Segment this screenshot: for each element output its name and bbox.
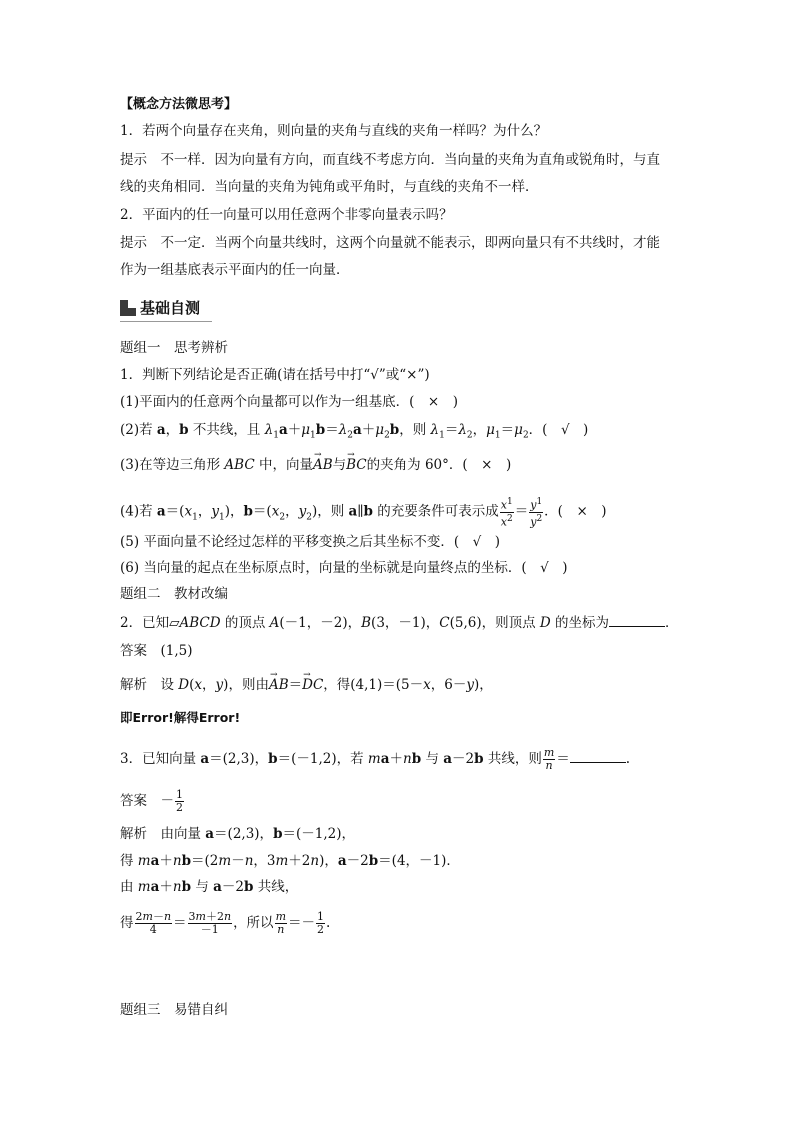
concept-title: 【概念方法微思考】 [120, 97, 238, 112]
section-title: 基础自测 [140, 299, 201, 317]
group2-title: 题组二 教材改编 [120, 586, 228, 602]
concept-question-1: 1．若两个向量存在夹角，则向量的夹角与直线的夹角一样吗？为什么？ [120, 123, 548, 139]
answer-2: 答案 (1,5) [120, 643, 193, 659]
statement-6: (6) 当向量的起点在坐标原点时，向量的坐标就是向量终点的坐标．( √ ) [120, 560, 568, 576]
group1-title: 题组一 思考辨析 [120, 340, 228, 356]
answer-3: 答案 － $\frac{1}{2}$ [120, 788, 183, 814]
answer-blank [570, 750, 626, 763]
concept-answer-1-line1: 提示 不一样．因为向量有方向，而直线不考虑方向．当向量的夹角为直角或锐角时，与直 [120, 152, 660, 168]
answer-label: 答案 [120, 793, 147, 809]
section-square-icon [120, 300, 136, 316]
solution-3-line4: 得 $\frac{2m-n}{4}$ ＝ $\frac{3m+2n}{-1}$ ，所以 $\frac{m}{n}$ ＝－ $\frac{1}{2}$ . [120, 910, 331, 936]
fraction-half-result: $\frac{1}{2}$ [317, 910, 324, 936]
statement-3: (3)在等边三角形 ABC 中，向量→ AB与→ BC的夹角为 60°．( × ) [120, 455, 511, 475]
hint-label: 提示 [120, 235, 147, 251]
question-3: 3．已知向量 a＝(2,3)，b＝(－1,2)，若 ma＋nb 与 a－2b 共线，则 $\frac{m}{n}$ ＝ . [120, 746, 631, 772]
solution-3-line3: 由 ma＋nb 与 a－2b 共线， [120, 879, 299, 895]
fraction-half: $\frac{1}{2}$ [176, 788, 183, 814]
statement-2: (2)若 a，b 不共线，且 $\lambda_1a+\mu_1b=\lambda_2a+\mu_2b$，则 $\lambda_1=\lambda_2$，$\mu_1=\mu_2$．( √ ) [120, 422, 589, 441]
concept-answer-1-line2: 线的夹角相同．当向量的夹角为钝角或平角时，与直线的夹角不一样． [120, 179, 539, 195]
concept-answer-2-line2: 作为一组基底表示平面内的任一向量． [120, 262, 350, 278]
concept-answer-2-line1: 提示 不一定．当两个向量共线时，这两个向量就不能表示，即两向量只有不共线时，才能 [120, 235, 660, 251]
fraction-right: $\frac{3m+2n}{-1}$ [188, 910, 232, 936]
fraction-x: $\frac{x^1}{x^2}$ [500, 497, 513, 529]
solution-label: 解析 [120, 826, 147, 842]
fraction-m-n: $\frac{m}{n}$ [543, 746, 555, 772]
section-heading [120, 297, 208, 319]
fraction-m-n-result: $\frac{m}{n}$ [275, 910, 286, 936]
solution-2: 解析 设 D(x，y)，则由→ AB＝→ DC，得(4,1)＝(5－x，6－y)， [120, 675, 493, 695]
answer-blank [609, 614, 665, 627]
answer-label: 答案 [120, 643, 147, 659]
solution-2-error: 即Error!解得Error! [120, 710, 241, 725]
solution-3-line1: 解析 由向量 a＝(2,3)，b＝(－1,2)， [120, 826, 356, 842]
question-2: 2．已知▱ABCD 的顶点 A(－1，－2)，B(3，－1)，C(5,6)，则顶点 D 的坐标为 ． [120, 615, 679, 631]
solution-label: 解析 [120, 677, 147, 693]
section-underline [120, 321, 212, 322]
fraction-left: $\frac{2m-n}{4}$ [135, 910, 172, 936]
statement-5: (5) 平面向量不论经过怎样的平移变换之后其坐标不变．( √ ) [120, 534, 501, 550]
solution-3-line2: 得 ma＋nb＝(2m－n，3m＋2n)，a－2b＝(4，－1)． [120, 853, 460, 869]
fraction-y: $\frac{y^1}{y^2}$ [530, 497, 543, 529]
statement-4: (4)若 $a=(x_1$，$y_1$)，$b=(x_2$，$y_2$)，则 a∥b 的充要条件可表示成 $\frac{x^1}{x^2}$ ＝ $\frac{y^1}{y^2}$ ．( × ) [120, 497, 607, 529]
hint-label: 提示 [120, 152, 147, 168]
concept-question-2: 2．平面内的任一向量可以用任意两个非零向量表示吗？ [120, 207, 453, 223]
group1-intro: 1．判断下列结论是否正确(请在括号中打“√”或“×”) [120, 367, 430, 383]
statement-1: (1)平面内的任意两个向量都可以作为一组基底．( × ) [120, 394, 458, 410]
group3-title: 题组三 易错自纠 [120, 1002, 228, 1018]
